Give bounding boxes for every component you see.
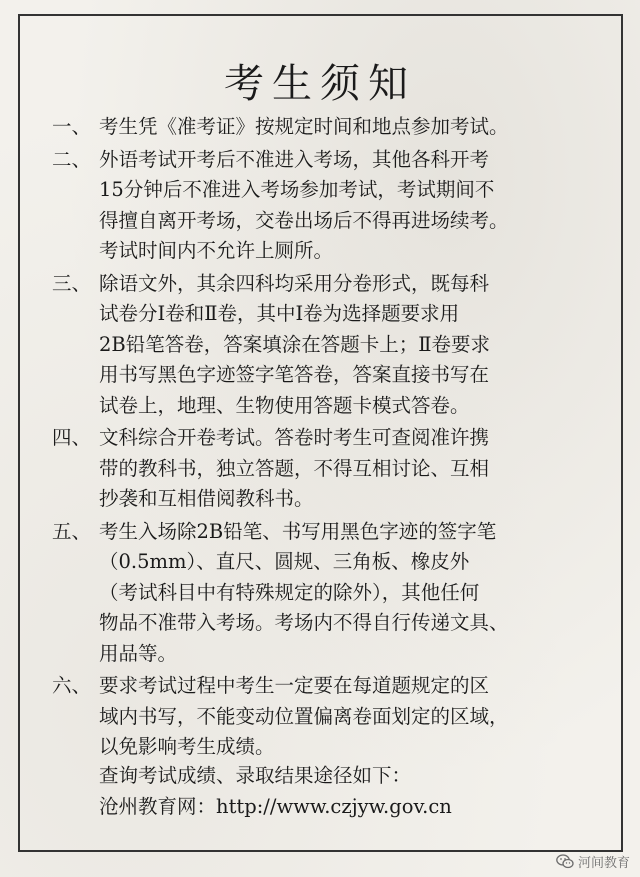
watermark (556, 852, 630, 871)
notice-item-line: 以免影响考生成绩。 (99, 735, 275, 758)
notice-item-line: 要求考试过程中考生一定要在每道题规定的区 (99, 674, 490, 697)
notice-item-body (99, 269, 597, 422)
notice-item-line: 试卷上，地理、生物使用答题卡模式答卷。 (99, 393, 470, 417)
notice-item-number: 六、 (52, 674, 92, 697)
notice-item (52, 423, 597, 515)
notice-item-line: 得擅自离开考场，交卷出场后不得再进场续考。 (99, 208, 509, 232)
notice-item-body (99, 145, 597, 267)
notice-item-line: 试卷分Ⅰ卷和Ⅱ卷，其中Ⅰ卷为选择题要求用 (99, 302, 460, 325)
notice-item-line: 带的教科书，独立答题，不得互相讨论、互相 (99, 456, 490, 480)
notice-item (52, 671, 597, 763)
notice-item-line: 域内书写，不能变动位置偏离卷面划定的区域， (99, 704, 509, 728)
watermark-text: 河间教育 (577, 856, 630, 871)
notice-item-body (99, 671, 597, 763)
footer-website-line (99, 791, 452, 822)
notice-item-line: 2B铅笔答卷，答案填涂在答题卡上；Ⅱ卷要求 (99, 332, 490, 356)
notice-item-body (99, 112, 597, 143)
notice-item-line: 除语文外，其余四科均采用分卷形式，既每科 (99, 271, 490, 295)
notice-list (52, 112, 597, 765)
notice-item (52, 269, 597, 422)
notice-item-line: 考生入场除2B铅笔、书写用黑色字迹的签字笔 (99, 519, 497, 543)
notice-item-number: 五、 (52, 519, 92, 543)
notice-item-number: 三、 (52, 271, 92, 295)
notice-item-number: 二、 (52, 147, 92, 171)
notice-item-line: 文科综合开卷考试。答卷时考生可查阅准许携 (99, 426, 490, 449)
notice-item (52, 145, 597, 267)
notice-item-line: 外语考试开考后不准进入考场，其他各科开考 (99, 147, 490, 171)
notice-item-number: 一、 (52, 115, 92, 138)
notice-item-line: （考试科目中有特殊规定的除外），其他任何 (99, 580, 480, 604)
notice-item-line: （0.5mm）、直尺、圆规、三角板、橡皮外 (99, 550, 470, 573)
footer (99, 760, 452, 822)
notice-item-line: 用书写黑色字迹签字笔答卷，答案直接书写在 (99, 363, 490, 386)
notice-item (52, 517, 597, 670)
website-label: 沧州教育网： (99, 795, 217, 818)
notice-item-body (99, 423, 597, 515)
notice-item-line: 物品不准带入考场。考场内不得自行传递文具、 (99, 611, 509, 634)
notice-item-body (99, 517, 597, 670)
notice-title: 考生须知 (224, 61, 416, 107)
wechat-icon (556, 854, 574, 869)
footer-query-line: 查询考试成绩、录取结果途径如下： (99, 764, 412, 787)
notice-item-line: 考生凭《准考证》按规定时间和地点参加考试。 (99, 115, 509, 138)
notice-item-number: 四、 (52, 426, 92, 449)
notice-item-line: 用品等。 (99, 641, 178, 665)
notice-item-line: 抄袭和互相借阅教科书。 (99, 487, 314, 510)
website-url[interactable]: http://www.czjyw.gov.cn (216, 795, 452, 818)
notice-item-line: 考试时间内不允许上厕所。 (99, 239, 334, 262)
notice-item (52, 112, 597, 143)
notice-item-line: 15分钟后不准进入考场参加考试，考试期间不 (99, 178, 495, 201)
